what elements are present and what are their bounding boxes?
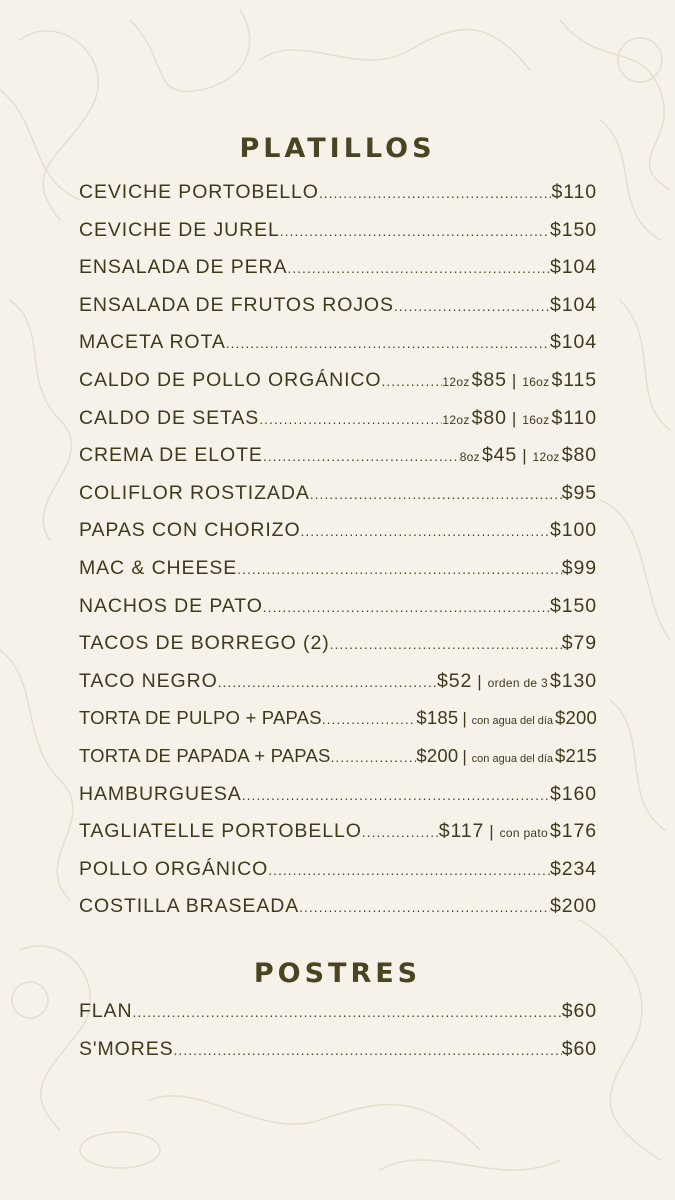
item-price: $185 [416, 707, 459, 729]
dot-leader [268, 862, 550, 878]
item-name: ENSALADA DE FRUTOS ROJOS [79, 293, 394, 316]
dot-leader [263, 448, 460, 464]
item-name: CALDO DE SETAS [79, 406, 260, 429]
item-price: $234 [550, 857, 597, 880]
item-price: $99 [561, 556, 597, 579]
dot-leader [263, 599, 550, 615]
item-name: TORTA DE PAPADA + PAPAS [79, 744, 331, 766]
item-name: TAGLIATELLE PORTOBELLO [79, 820, 362, 843]
item-price: $110 [551, 181, 597, 203]
item-name: MAC & CHEESE [79, 556, 238, 579]
item-name: NACHOS DE PATO [79, 594, 263, 617]
menu-item [79, 895, 597, 933]
item-price: $150 [550, 218, 597, 241]
item-name: ENSALADA DE PERA [79, 256, 288, 279]
separator: | [489, 822, 495, 842]
dot-leader [319, 185, 552, 201]
menu-item [79, 1038, 597, 1076]
item-name: COLIFLOR ROSTIZADA [79, 481, 310, 504]
item-name: PAPAS CON CHORIZO [79, 519, 301, 542]
menu-item [79, 557, 597, 595]
separator: | [511, 408, 518, 428]
item-price: $176 [550, 820, 597, 843]
item-price: $115 [551, 368, 597, 391]
platillos-list [79, 181, 597, 933]
item-name: CEVICHE PORTOBELLO [79, 181, 319, 203]
menu-item [79, 482, 597, 520]
menu-item [79, 444, 597, 482]
item-price: $104 [550, 256, 597, 279]
separator: | [477, 671, 483, 691]
separator: | [511, 370, 518, 390]
dot-leader [237, 561, 562, 577]
size-label: 8oz [459, 450, 480, 465]
item-price: $150 [550, 594, 597, 617]
item-price: $104 [550, 331, 597, 354]
item-name: TACO NEGRO [79, 669, 218, 692]
menu-item [79, 632, 597, 670]
menu-item [79, 369, 597, 407]
separator: | [462, 746, 468, 766]
dot-leader [331, 749, 417, 765]
dot-leader [280, 223, 550, 239]
dot-leader [362, 824, 439, 840]
item-price: $200 [550, 895, 597, 918]
option-label: con agua del día [471, 715, 554, 728]
item-price: $160 [550, 782, 597, 805]
item-price: $80 [561, 444, 597, 467]
item-name: HAMBURGUESA [79, 782, 242, 805]
menu-item [79, 707, 597, 745]
dot-leader [242, 787, 550, 803]
item-price: $100 [550, 519, 597, 542]
item-name: CREMA DE ELOTE [79, 444, 263, 467]
item-price: $52 [437, 669, 473, 692]
item-price: $85 [471, 368, 507, 391]
item-price: $79 [561, 632, 597, 655]
option-label: con agua del día [471, 752, 554, 765]
menu-item [79, 1000, 597, 1038]
dot-leader [287, 260, 550, 276]
separator: | [462, 709, 468, 729]
dot-leader [394, 298, 550, 314]
menu-item [79, 407, 597, 445]
dot-leader [174, 1042, 562, 1058]
item-name: COSTILLA BRASEADA [79, 895, 300, 918]
option-label: con pato [499, 826, 549, 841]
separator: | [522, 446, 528, 466]
item-name: S'MORES [79, 1037, 174, 1060]
postres-list [79, 1000, 597, 1075]
menu-item [79, 783, 597, 821]
menu-item [79, 858, 597, 896]
dot-leader [330, 636, 562, 652]
dot-leader [322, 711, 417, 727]
menu-item [79, 519, 597, 557]
item-name: CALDO DE POLLO ORGÁNICO [79, 368, 382, 391]
menu-item [79, 294, 597, 332]
dot-leader [301, 523, 550, 539]
menu-item [79, 219, 597, 257]
dot-leader [226, 335, 550, 351]
menu-item [79, 595, 597, 633]
item-name: TORTA DE PULPO + PAPAS [79, 707, 322, 729]
size-label: 16oz [522, 412, 550, 427]
dot-leader [132, 1004, 561, 1020]
platillos-title: PLATILLOS [239, 133, 436, 164]
postres-title: POSTRES [253, 958, 422, 989]
item-price: $104 [550, 293, 597, 316]
size-label: 12oz [442, 412, 470, 427]
item-price: $110 [551, 406, 597, 429]
dot-leader [259, 411, 442, 427]
menu-item [79, 256, 597, 294]
dot-leader [381, 373, 442, 389]
item-price: $200 [555, 707, 597, 729]
menu-item [79, 331, 597, 369]
item-price: $215 [555, 744, 597, 766]
item-price: $60 [561, 1000, 597, 1022]
dot-leader [299, 899, 550, 915]
item-price: $200 [416, 744, 459, 766]
item-name: MACETA ROTA [79, 331, 226, 354]
item-price: $80 [471, 406, 507, 429]
item-name: TACOS DE BORREGO (2) [79, 632, 330, 655]
option-label: orden de 3 [487, 675, 549, 690]
menu-item [79, 670, 597, 708]
item-price: $117 [438, 820, 485, 843]
item-price: $130 [550, 669, 597, 692]
menu-item [79, 181, 597, 219]
item-name: FLAN [79, 1000, 133, 1022]
item-price: $60 [561, 1037, 597, 1060]
dot-leader [310, 486, 562, 502]
menu-item [79, 820, 597, 858]
size-label: 12oz [532, 450, 560, 465]
size-label: 16oz [522, 374, 550, 389]
menu-item [79, 745, 597, 783]
item-name: POLLO ORGÁNICO [79, 857, 269, 880]
item-name: CEVICHE DE JUREL [79, 218, 280, 241]
item-price: $45 [481, 444, 518, 467]
dot-leader [218, 674, 437, 690]
item-price: $95 [561, 481, 597, 504]
size-label: 12oz [442, 374, 470, 389]
